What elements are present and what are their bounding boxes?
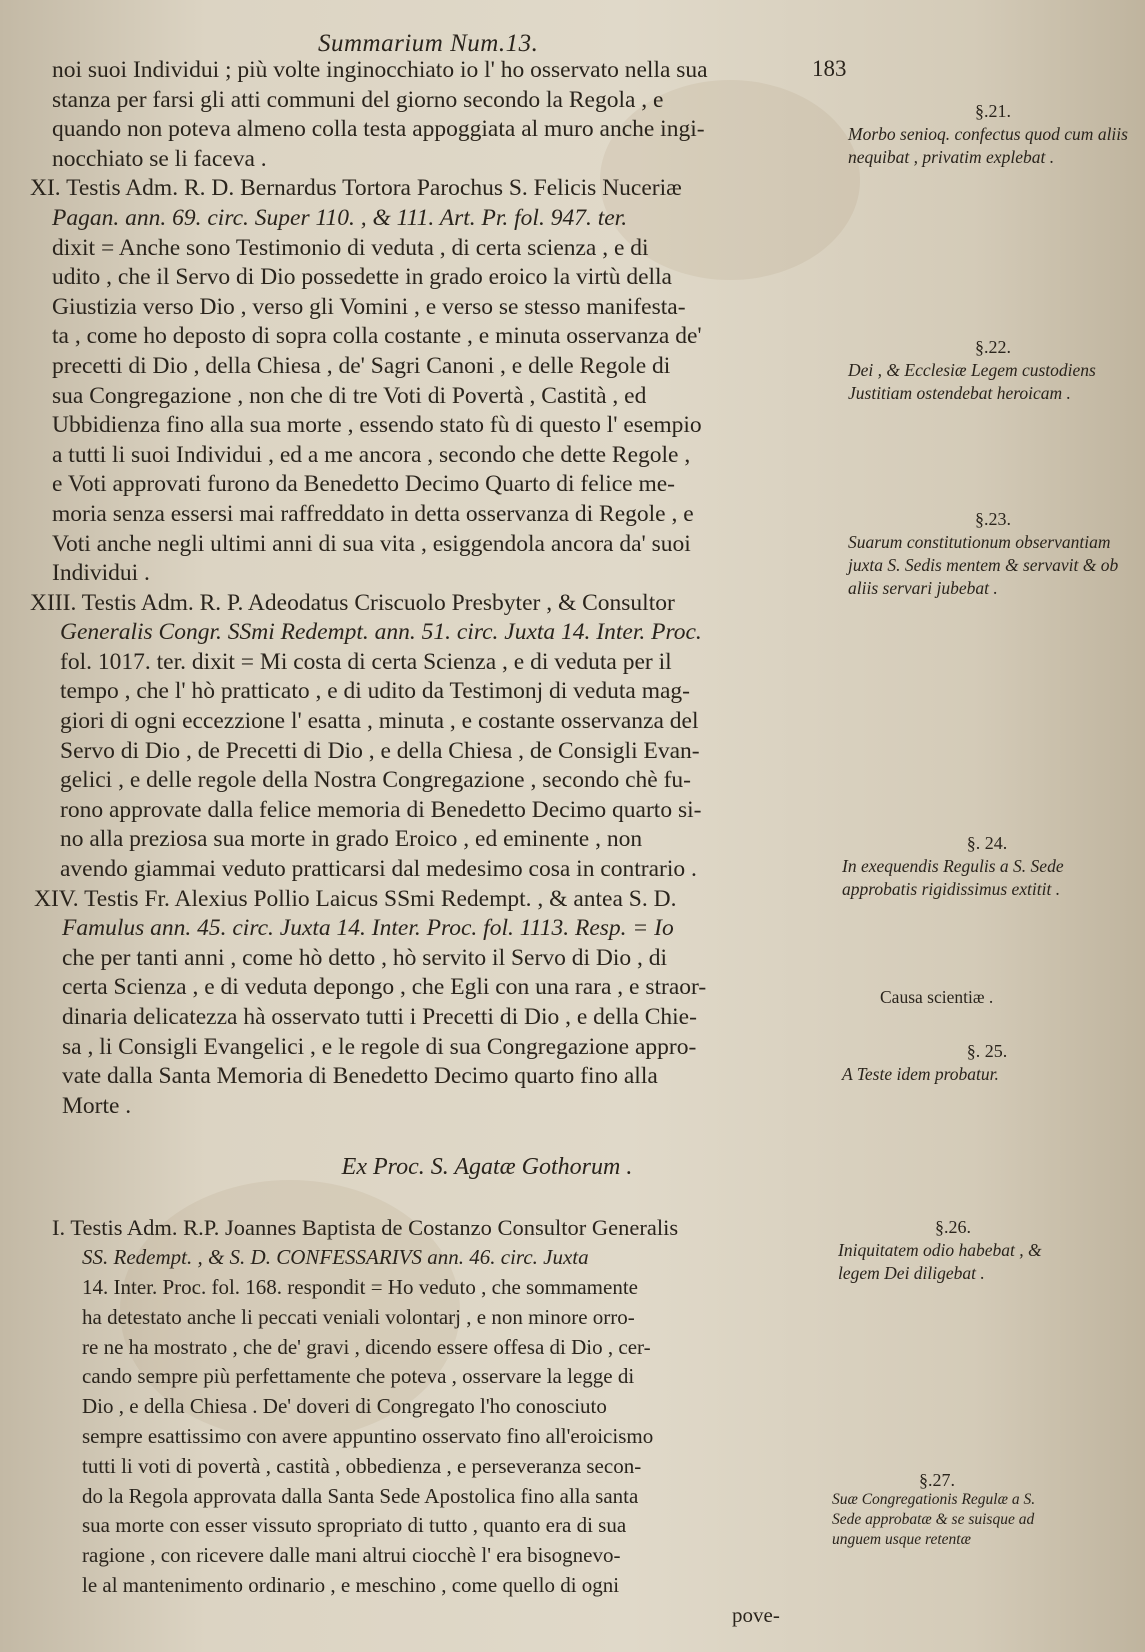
spacer [52,1187,842,1213]
margin-note-text: In exequendis Regulis a S. Sede approbatis rigidissimus extitit . [842,856,1064,899]
margin-note [848,100,1138,169]
text-line: do la Regola approvata dalla Santa Sede Apostolica fino alla santa [82,1483,639,1508]
margin-note-text: Suarum constitutionum observantiam juxta S. Sedis mentem & servavit & ob aliis servari jubebat . [848,532,1119,598]
text-line: quando non poteva almeno colla testa appoggiata al muro anche ingi- [52,116,705,143]
text-line: avendo giammai veduto pratticarsi dal medesimo cosa in contrario . [60,856,697,883]
text-line: nocchiato se li faceva . [52,145,267,172]
margin-note-number: §. 25. [966,1041,1008,1061]
spacer [52,1121,842,1147]
text-line: Servo di Dio , de Precetti di Dio , e della Chiesa , de Consigli Evan- [60,737,700,764]
text-line: sua Congregazione , non che di tre Voti di Povertà , Castità , ed [52,382,647,409]
text-line: a tutti li suoi Individui , ed a me ancora , secondo che dette Regole , [52,441,691,468]
text-line: sa , li Consigli Evangelici , e le regole di sua Congregazione appro- [62,1033,697,1060]
text-line: le al mantenimento ordinario , e meschino , come quello di ogni [82,1572,620,1597]
page-number: 183 [812,56,847,81]
text-line: tempo , che l' hò pratticato , e di udito da Testimonj di veduta mag- [60,678,690,705]
margin-note-number: §. 24. [966,833,1008,853]
text-line: Famulus ann. 45. circ. Juxta 14. Inter. Proc. fol. 1113. Resp. = Io [62,915,674,942]
text-line: ta , come ho deposto di sopra colla costante , e minuta osservanza de' [52,323,702,350]
text-line: cando sempre più perfettamente che poteva , osservare la legge di [82,1364,635,1389]
text-line: Dio , e della Chiesa . De' doveri di Congregato l'ho conosciuto [82,1394,607,1419]
text-line: XIV. Testis Fr. Alexius Pollio Laicus SSmi Redempt. , & antea S. D. [34,885,677,912]
margin-note [880,986,1145,1009]
margin-note [832,1470,1042,1550]
text-line: Morte . [62,1092,132,1119]
margin-note-number: §.21. [975,101,1011,121]
text-line: dinaria delicatezza hà osservato tutti i Precetti di Dio , e della Chie- [62,1004,697,1030]
text-line: precetti di Dio , della Chiesa , de' Sagri Canoni , e delle Regole di [52,352,671,379]
margin-note [848,508,1138,600]
main-text-column [30,56,842,1631]
text-line: giori di ogni eccezzione l' esatta , minuta , e costante osservanza del [60,708,699,735]
text-line: Individui . [52,560,150,587]
text-line: re ne ha mostrato , che de' gravi , dicendo essere offesa di Dio , cer- [82,1334,651,1359]
margin-note [842,832,1132,901]
text-line: gelici , e delle regole della Nostra Congregazione , secondo chè fu- [60,767,691,794]
text-line: Ubbidienza fino alla sua morte , essendo stato fù di questo l' esempio [52,412,702,439]
section-heading: Ex Proc. S. Agatæ Gothorum . [341,1154,633,1181]
margin-note [838,1216,1068,1285]
margin-note-number: §.22. [975,337,1011,357]
text-line: e Voti approvati furono da Benedetto Decimo Quarto di felice me- [52,471,675,498]
text-line: udito , che il Servo di Dio possedette in grado eroico la virtù della [52,264,672,291]
text-line: moria senza essersi mai raffreddato in detta osservanza di Regole , e [52,500,694,527]
margin-note-text: Iniquitatem odio habebat , & legem Dei diligebat . [838,1240,1042,1283]
text-line: stanza per farsi gli atti communi del giorno secondo la Regola , e [52,86,664,113]
catchword: pove- [732,1602,780,1627]
margin-note-text: Morbo senioq. confectus quod cum aliis nequibat , privatim explebat . [848,124,1128,167]
margin-note-number: §.23. [975,509,1011,529]
margin-note-text: Suæ Congregationis Regulæ a S. Sede approbatæ & se suisque ad unguem usque retentæ [832,1491,1036,1548]
text-line: no alla preziosa sua morte in grado Eroico , ed eminente , non [60,826,643,853]
text-line: certa Scienza , e di veduta depongo , che Egli con una rara , e straor- [62,974,707,1001]
text-line: rono approvate dalla felice memoria di Benedetto Decimo quarto si- [60,796,702,823]
text-line: ragione , con ricevere dalle mani altrui ciocchè l' era bisognevo- [82,1543,621,1568]
text-line: che per tanti anni , come hò detto , hò servito il Servo di Dio , di [62,944,667,971]
text-line: Giustizia verso Dio , verso gli Vomini , e verso se stesso manifesta- [52,293,686,320]
text-line: ha detestato anche li peccati veniali volontarj , e non minore orro- [82,1304,635,1329]
text-line: fol. 1017. ter. dixit = Mi costa di certa Scienza , e di veduta per il [60,648,672,675]
text-line: tutti li voti di povertà , castità , obbedienza , e perseveranza secon- [82,1453,642,1478]
text-line: 14. Inter. Proc. fol. 168. respondit = Ho veduto , che sommamente [82,1274,638,1299]
margin-note-text: Causa scientiæ . [880,987,994,1007]
text-line: Generalis Congr. SSmi Redempt. ann. 51. circ. Juxta 14. Inter. Proc. [60,619,702,646]
text-line: vate dalla Santa Memoria di Benedetto Decimo quarto fino alla [62,1063,658,1090]
margin-note-text: Dei , & Ecclesiæ Legem custodiens Justitiam ostendebat heroicam . [848,360,1096,403]
text-line: noi suoi Individui ; più volte inginocchiato io l' ho osservato nella sua [52,57,708,83]
margin-note [848,336,1138,405]
margin-note-number: §.27. [919,1470,955,1490]
text-line: SS. Redempt. , & S. D. CONFESSARIVS ann. 46. circ. Juxta [82,1245,589,1270]
text-line: sua morte con esser vissuto spropriato di tutto , quanto era di sua [82,1513,627,1538]
margin-note [842,1040,1132,1086]
running-header: Summarium Num.13. [318,30,539,57]
text-line: sempre esattissimo con avere appuntino osservato fino all'eroicismo [82,1423,654,1448]
text-line: Pagan. ann. 69. circ. Super 110. , & 111. Art. Pr. fol. 947. ter. [52,204,628,231]
margin-note-text: A Teste idem probatur. [842,1064,999,1084]
text-line: Voti anche negli ultimi anni di sua vita , esiggendola ancora da' suoi [52,530,691,557]
text-line: I. Testis Adm. R.P. Joannes Baptista de Costanzo Consultor Generalis [52,1215,679,1241]
text-line: XIII. Testis Adm. R. P. Adeodatus Criscuolo Presbyter , & Consultor [30,589,675,616]
text-line: XI. Testis Adm. R. D. Bernardus Tortora Parochus S. Felicis Nuceriæ [30,175,682,202]
margin-note-number: §.26. [935,1217,971,1237]
text-line: dixit = Anche sono Testimonio di veduta , di certa scienza , e di [52,234,649,261]
